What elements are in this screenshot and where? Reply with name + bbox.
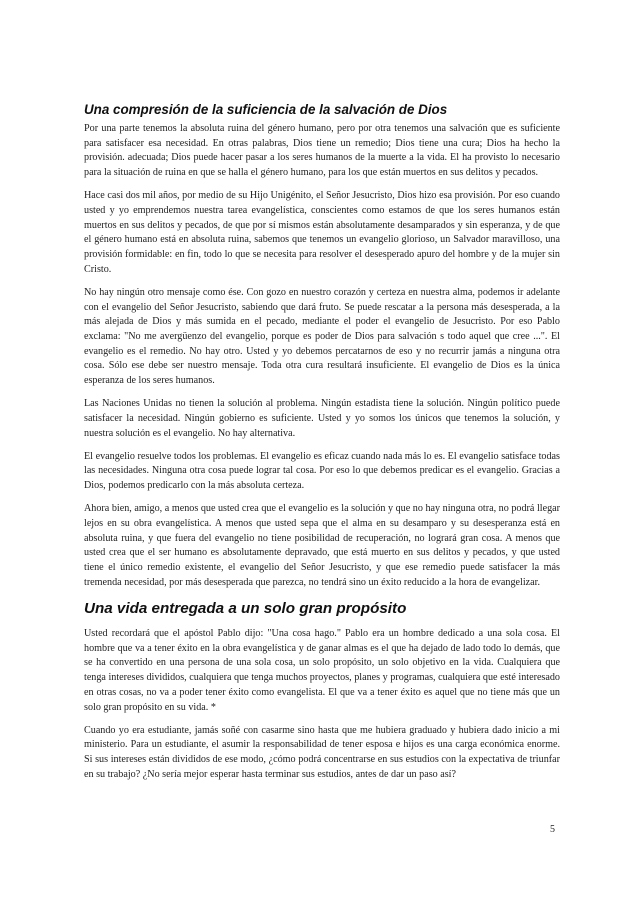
paragraph: Ahora bien, amigo, a menos que usted crea que el evangelio es la solución y que no hay ninguna otra, no podrá llegar lejos en su obra evangelística. A menos que usted sepa que el alma en su desamparo y su desesperanza está en absoluta ruina, y que fuera del evangelio no tiene posibilidad de recuperación, no logrará gran cosa. A menos que usted crea que el ser humano es absolutamente depravado, que está muerto en sus delitos y pecados, y que usted tiene el único remedio existente, el evangelio del Señor Jesucristo, y que ese remedio puede satisfacer la más tremenda necesidad, por más desesperada que parezca, no tendrá sino un éxito reducido a la hora de evangelizar. [84,503,560,588]
paragraph: Por una parte tenemos la absoluta ruina del género humano, pero por otra tenemos una salvación que es suficiente para satisfacer esa necesidad. En otras palabras, Dios tiene un remedio; Dios tiene una cura; Dios ha hecho la provisión. adecuada; Dios puede hacer pasar a los seres humanos de la muerte a la vida. El ha provisto lo necesario para la situación de ruina en que se halla el género humano, para los que están muertos en sus delitos y pecados. [84,123,560,179]
paragraph: No hay ningún otro mensaje como ése. Con gozo en nuestro corazón y certeza en nuestra alma, podemos ir adelante con el evangelio del Señor Jesucristo, sabiendo que dará fruto. Se puede rescatar a la persona más desesperada, a la más alejada de Dios y más sumida en el pecado, mediante el poder el evangelio de Jesucristo. Por eso Pablo exclama: "No me avergüenzo del evangelio, porque es poder de Dios para salvación s todo aquel que cree ...". El evangelio es el remedio. No hay otro. Usted y yo debemos percatarnos de eso y no recurrir jamás a ninguna otra cosa. Sólo ese debe ser nuestro mensaje. Toda otra cura resultará insuficiente. El evangelio de Dios es la única esperanza de los seres humanos. [84,286,560,387]
section-single-purpose [84,598,560,791]
paragraph: Cuando yo era estudiante, jamás soñé con casarme sino hasta que me hubiera graduado y hubiera dado inicio a mi ministerio. Para un estudiante, el asumir la responsabilidad de tener esposa e hijos es una carga económica enorme. Si sus intereses están divididos de ese modo, ¿cómo podrá concentrarse en sus estudios con la expectativa de triunfar en su trabajo? ¿No sería mejor esperar hasta terminar sus estudios, antes de dar un paso así? [84,724,560,780]
section-body [84,122,560,590]
section-salvation-sufficiency [84,100,560,590]
paragraph: Hace casi dos mil años, por medio de su Hijo Unigénito, el Señor Jesucristo, Dios hizo esa provisión. Por eso cuando usted y yo emprendemos nuestra tarea evangelística, conscientes como estamos de que los seres humanos están muertos en sus delitos y pecados, de que por sí mismos están absolutamente desamparados y sin esperanza, y de que el género humano está en absoluta ruina, sabemos que tenemos un evangelio glorioso, un Salvador maravilloso, una provisión formidable: en fin, todo lo que se necesita para resolver el desesperado apuro del hombre y de la mujer sin Cristo. [84,190,560,275]
section-body [84,627,560,782]
paragraph: Usted recordará que el apóstol Pablo dijo: "Una cosa hago." Pablo era un hombre dedicado a una sola cosa. El hombre que va a tener éxito en la obra evangelística y de ganar almas es el que ha dejado de lado todo lo demás, que se ha convertido en una persona de una sola cosa, un solo propósito, un solo objetivo en la vida. Cualquiera que tenga intereses divididos, cualquiera que tenga muchos proyectos, planes y programas, cualquiera que esté interesado en otras cosas, no va a poder tener éxito como evangelista. El que va a tener éxito es aquel que no tiene más que un solo gran propósito en su vida. * [84,628,560,713]
section-title: Una compresión de la suficiencia de la salvación de Dios [84,102,448,117]
paragraph: El evangelio resuelve todos los problemas. El evangelio es eficaz cuando nada más lo es. El evangelio satisface todas las necesidades. Ninguna otra cosa puede lograr tal cosa. Por eso lo que debemos predicar es el evangelio. Gracias a Dios, podemos predicarlo con la más absoluta certeza. [84,450,560,492]
section-title: Una vida entregada a un solo gran propósito [84,600,407,617]
page-number: 5 [550,824,555,835]
paragraph: Las Naciones Unidas no tienen la solución al problema. Ningún estadista tiene la solución. Ningún político puede satisfacer la necesidad. Ningún gobierno es suficiente. Usted y yo somos los únicos que tenemos la solución, y nuestra solución es el evangelio. No hay alternativa. [84,398,560,439]
document-page [84,100,560,780]
